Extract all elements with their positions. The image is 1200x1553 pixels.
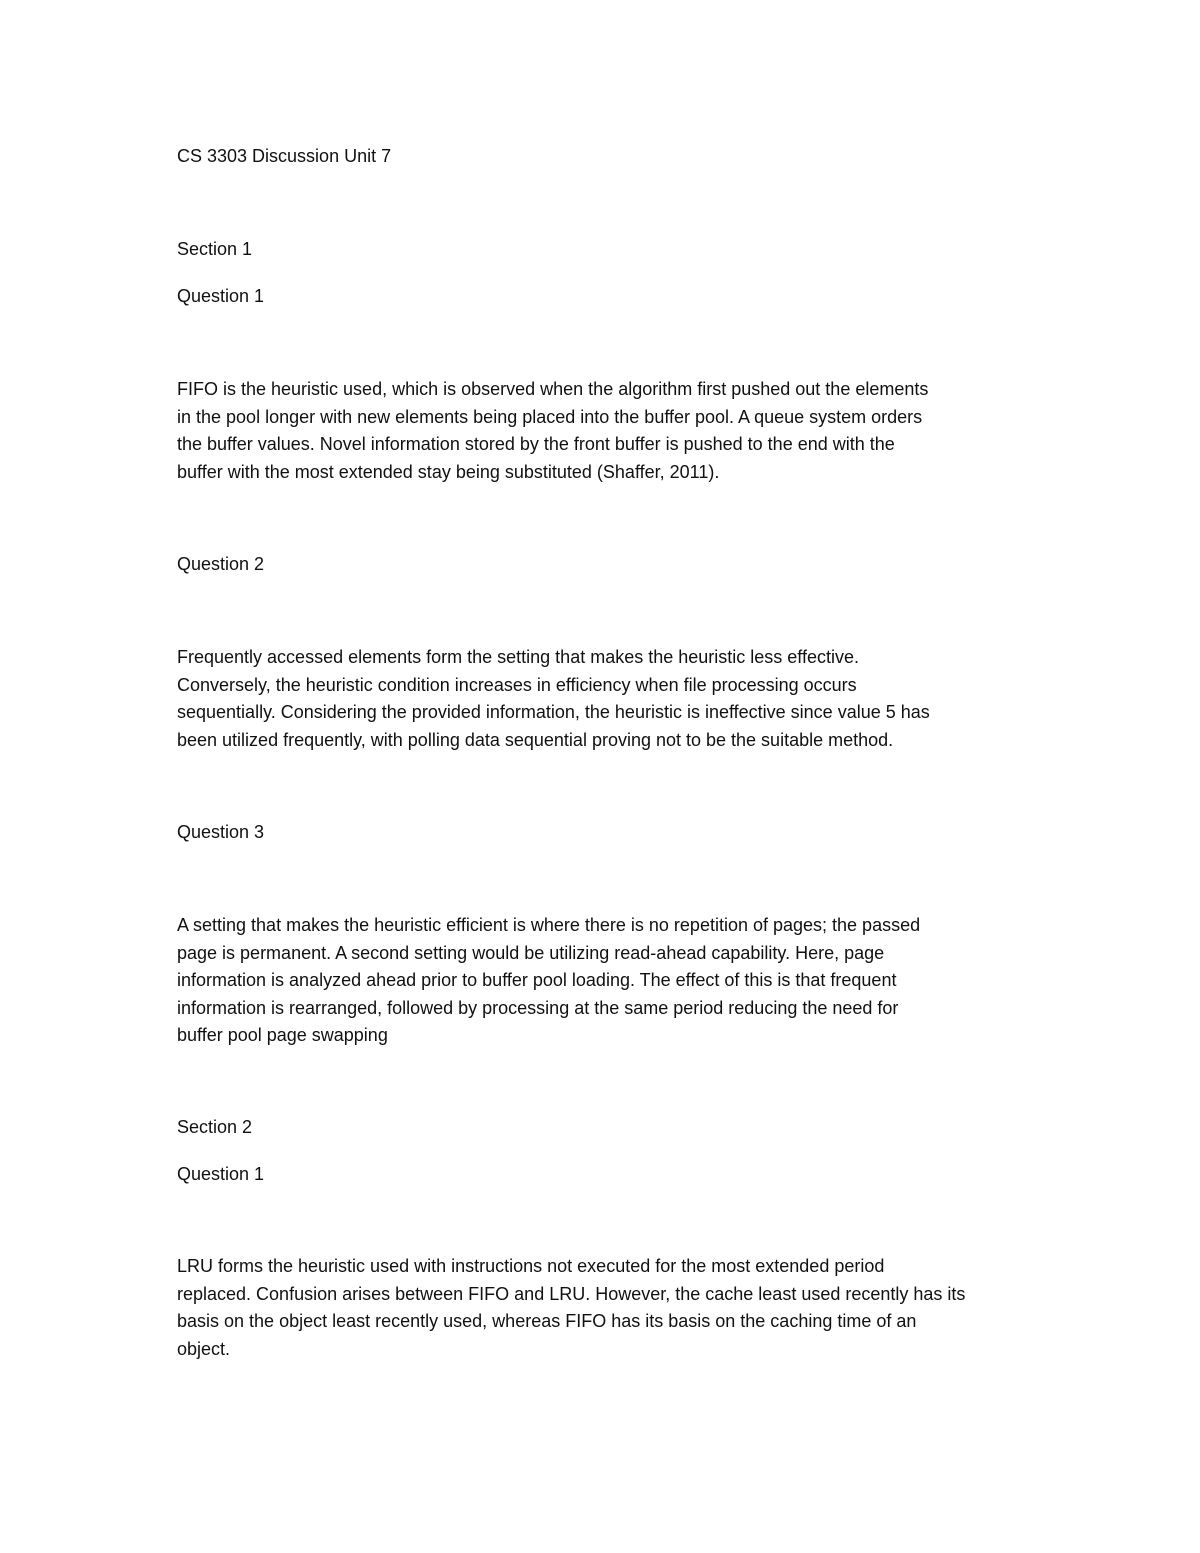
document-title: CS 3303 Discussion Unit 7 [177, 146, 392, 166]
answer-paragraph [177, 376, 1027, 486]
paragraph-line: Frequently accessed elements form the setting that makes the heuristic less effective. [177, 647, 859, 667]
answer-paragraph [177, 1253, 1027, 1363]
question-label: Question 3 [177, 822, 265, 842]
paragraph-line: page is permanent. A second setting would be utilizing read-ahead capability. Here, page [177, 942, 885, 963]
paragraph-line: buffer pool page swapping [177, 1025, 388, 1045]
paragraph-line: replaced. Confusion arises between FIFO and LRU. However, the cache least used recently has its [177, 1283, 966, 1304]
answer-paragraph [177, 912, 1027, 1050]
section-heading: Section 2 [177, 1117, 253, 1137]
paragraph-line: sequentially. Considering the provided information, the heuristic is ineffective since value 5 has [177, 702, 930, 722]
paragraph-line: information is analyzed ahead prior to buffer pool loading. The effect of this is that frequent [177, 970, 897, 990]
paragraph-line: FIFO is the heuristic used, which is observed when the algorithm first pushed out the elements [177, 379, 929, 399]
section-heading: Section 1 [177, 239, 253, 259]
paragraph-line: buffer with the most extended stay being substituted (Shaffer, 2011). [177, 461, 720, 482]
paragraph-line: basis on the object least recently used, whereas FIFO has its basis on the caching time of an [177, 1311, 917, 1331]
paragraph-line: the buffer values. Novel information stored by the front buffer is pushed to the end with the [177, 434, 895, 454]
paragraph-line: been utilized frequently, with polling data sequential proving not to be the suitable method. [177, 729, 894, 750]
question-label: Question 1 [177, 286, 265, 306]
answer-paragraph [177, 644, 1027, 754]
paragraph-line: in the pool longer with new elements being placed into the buffer pool. A queue system orders [177, 406, 923, 427]
paragraph-line: A setting that makes the heuristic efficient is where there is no repetition of pages; the passed [177, 915, 921, 935]
paragraph-line: LRU forms the heuristic used with instructions not executed for the most extended period [177, 1256, 885, 1276]
question-label: Question 1 [177, 1164, 265, 1184]
paragraph-line: information is rearranged, followed by processing at the same period reducing the need for [177, 997, 899, 1018]
paragraph-line: object. [177, 1338, 231, 1359]
paragraph-line: Conversely, the heuristic condition increases in efficiency when file processing occurs [177, 674, 857, 695]
question-label: Question 2 [177, 554, 265, 574]
